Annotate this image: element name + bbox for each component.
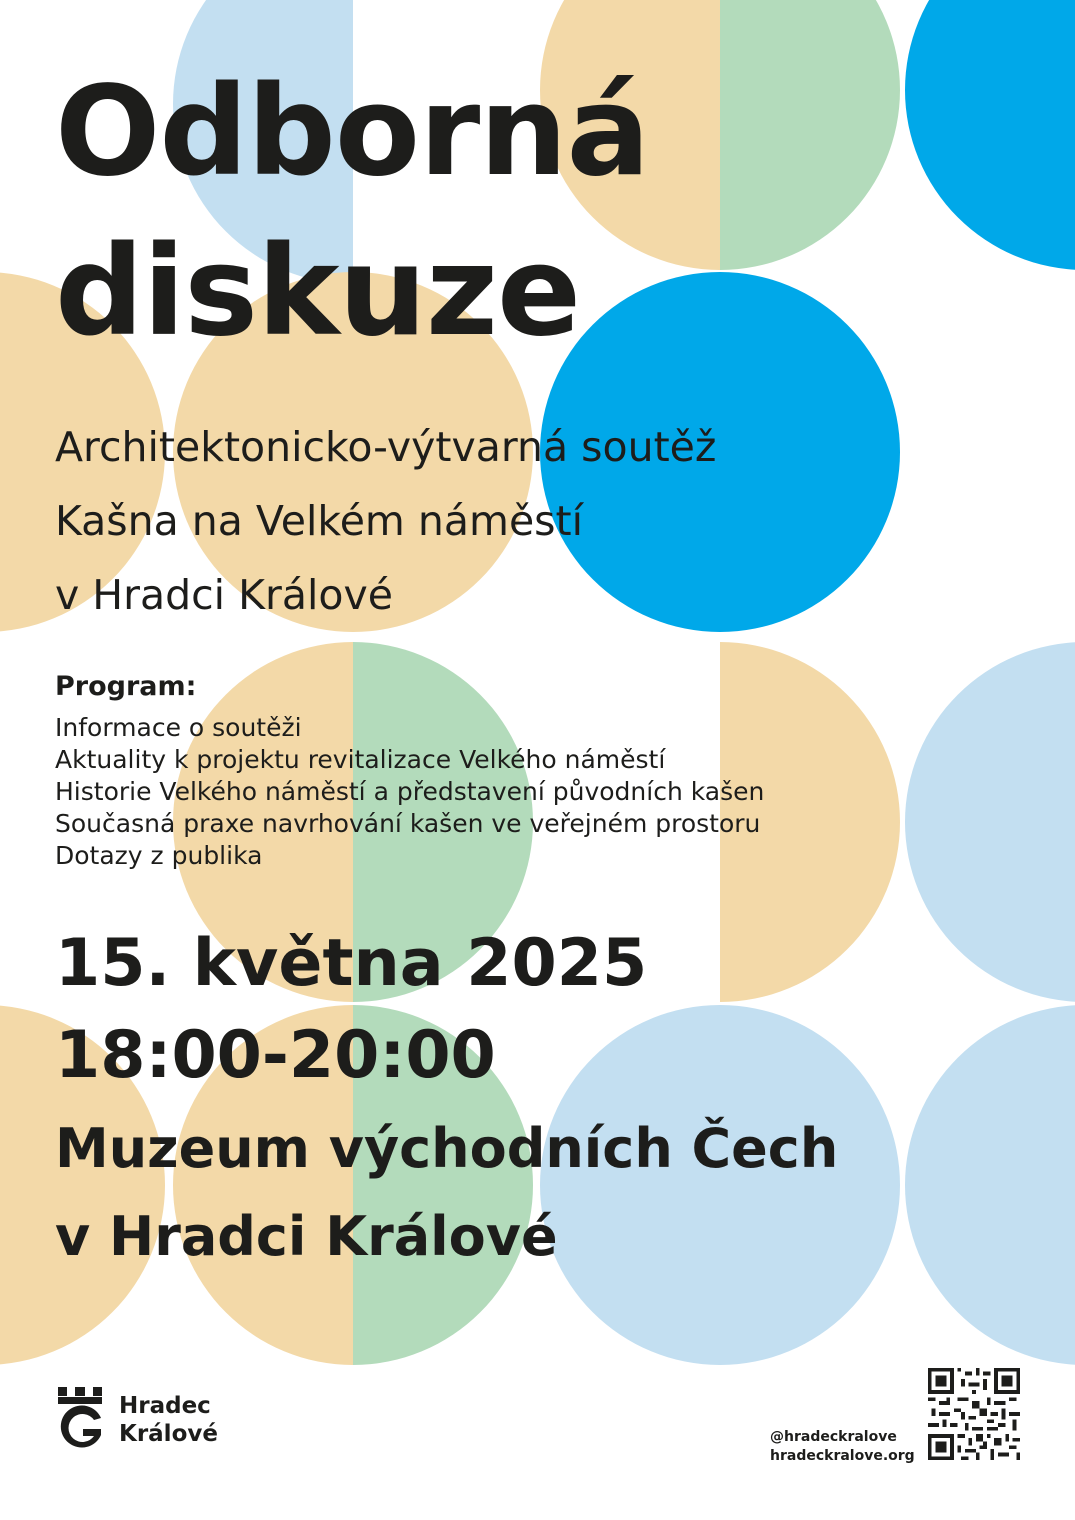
event-venue — [55, 1105, 838, 1281]
circle-row4-right — [905, 1005, 1075, 1365]
circle-top-right — [905, 0, 1075, 270]
hradec-kralove-crown-g-logo-icon — [55, 1385, 105, 1455]
title-line-2: diskuze — [55, 220, 581, 364]
venue-line-1: Muzeum východních Čech — [55, 1117, 839, 1180]
event-time: 18:00-20:00 — [55, 1018, 496, 1093]
program-heading: Program: — [55, 671, 197, 702]
subtitle-line-3: v Hradci Králové — [55, 571, 393, 619]
event-date: 15. května 2025 — [55, 926, 648, 1001]
program-list — [55, 712, 764, 872]
program-item: Informace o soutěži — [55, 713, 302, 742]
subtitle — [55, 410, 716, 632]
circle-row3-right — [880, 600, 1075, 1020]
program-item: Historie Velkého náměstí a představení původních kašen — [55, 777, 765, 806]
main-title — [55, 52, 649, 372]
venue-line-2: v Hradci Králové — [55, 1205, 558, 1268]
program-item: Aktuality k projektu revitalizace Velkého náměstí — [55, 745, 666, 774]
subtitle-line-1: Architektonicko-výtvarná soutěž — [55, 423, 717, 471]
logo-wordmark — [119, 1392, 218, 1448]
city-logo — [55, 1385, 218, 1455]
contact-info — [770, 1428, 915, 1466]
website-link[interactable]: hradeckralove.org — [770, 1448, 915, 1464]
subtitle-line-2: Kašna na Velkém náměstí — [55, 497, 583, 545]
logo-line-1: Hradec — [119, 1393, 211, 1419]
program-item: Současná praxe navrhování kašen ve veřejném prostoru — [55, 809, 761, 838]
qr-code-icon[interactable] — [928, 1368, 1020, 1460]
logo-line-2: Králové — [119, 1421, 218, 1447]
title-line-1: Odborná — [55, 60, 650, 204]
program-item: Dotazy z publika — [55, 841, 263, 870]
social-handle[interactable]: @hradeckralove — [770, 1429, 897, 1445]
